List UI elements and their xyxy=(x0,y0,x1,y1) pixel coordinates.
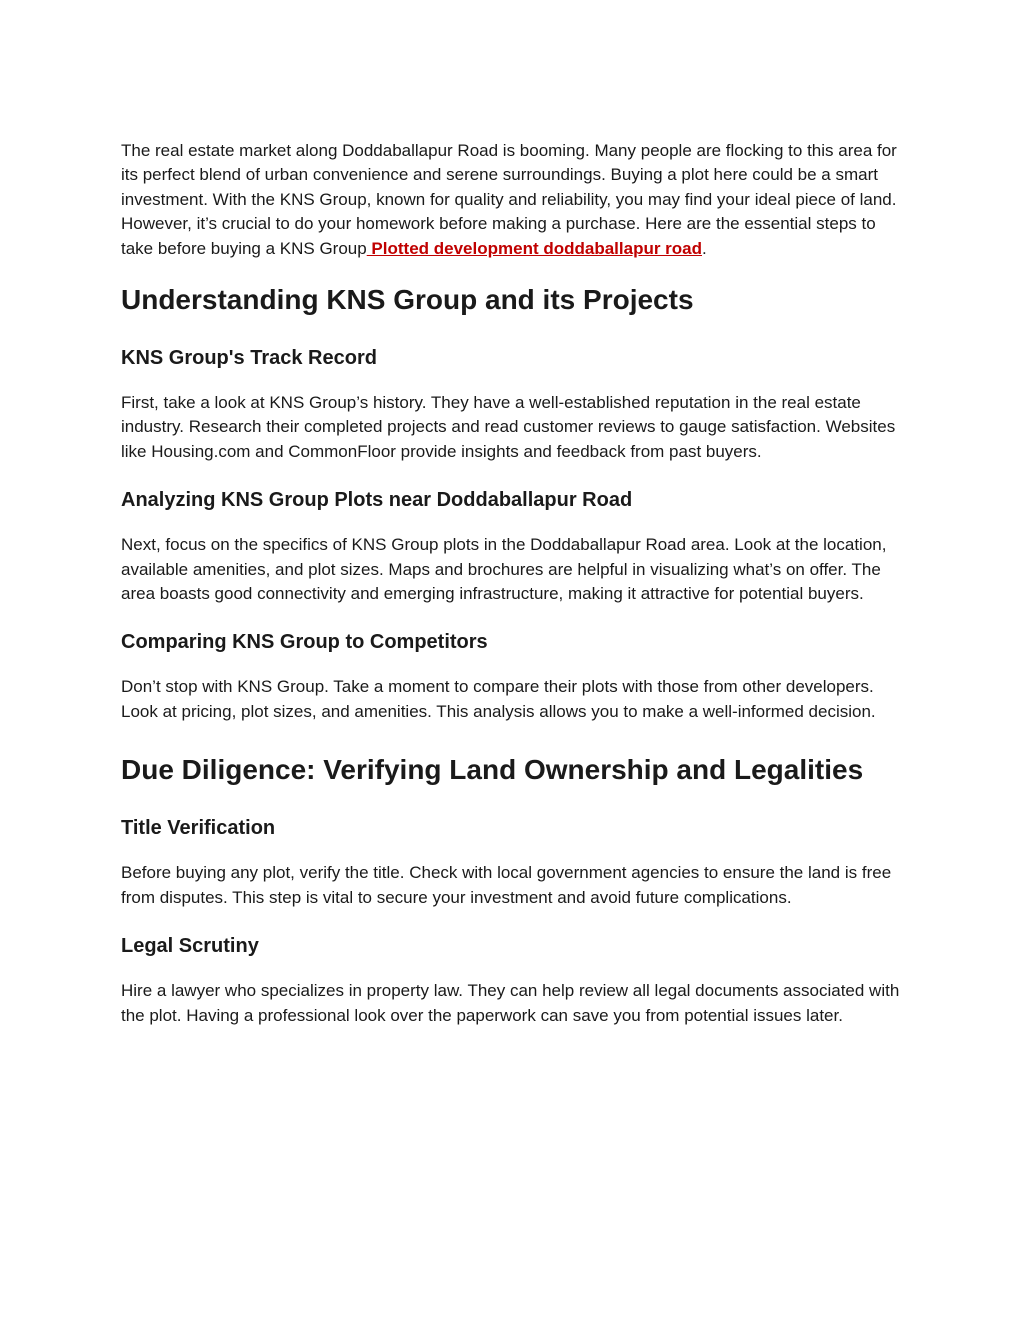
subheading-comparing: Comparing KNS Group to Competitors xyxy=(121,631,488,654)
intro-period: . xyxy=(702,238,707,258)
subheading-track-record: KNS Group's Track Record xyxy=(121,347,377,370)
comparing-paragraph: Don’t stop with KNS Group. Take a moment to compare their plots with those from other developers. Look at pricing, plot sizes, and amenities. This analysis allows you to make a well-informed decision. xyxy=(121,677,876,721)
subheading-analyzing: Analyzing KNS Group Plots near Doddaballapur Road xyxy=(121,489,633,512)
intro-text: The real estate market along Doddaballapur Road is booming. Many people are flocking to this area for its perfect blend of urban convenience and serene surroundings. Buying a plot here could be a smart investment. With the KNS Group, known for quality and reliability, you may find your ideal piece of land. However, it’s crucial to do your homework before making a purchase. Here are the essential steps to take before buying a KNS Group xyxy=(121,141,897,258)
title-verification-paragraph: Before buying any plot, verify the title. Check with local government agencies to ensure the land is free from disputes. This step is vital to secure your investment and avoid future complications. xyxy=(121,863,892,907)
analyzing-paragraph: Next, focus on the specifics of KNS Group plots in the Doddaballapur Road area. Look at the location, available amenities, and plot sizes. Maps and brochures are helpful in visualizing what’s on offer. The area boasts good connectivity and emerging infrastructure, making it attractive for potential buyers. xyxy=(121,535,887,604)
legal-scrutiny-paragraph: Hire a lawyer who specializes in property law. They can help review all legal documents associated with the plot. Having a professional look over the paperwork can save you from potential issues later. xyxy=(121,981,900,1025)
intro-paragraph xyxy=(121,139,911,261)
section-heading-due-diligence: Due Diligence: Verifying Land Ownership and Legalities xyxy=(121,754,864,786)
plotted-development-link[interactable]: Plotted development doddaballapur road xyxy=(366,238,703,258)
track-record-paragraph: First, take a look at KNS Group’s history. They have a well-established reputation in the real estate industry. Research their completed projects and read customer reviews to gauge satisfaction. Websites like Housing.com and CommonFloor provide insights and feedback from past buyers. xyxy=(121,393,896,461)
section-heading-understanding: Understanding KNS Group and its Projects xyxy=(121,284,694,316)
subheading-title-verification: Title Verification xyxy=(121,817,276,840)
subheading-legal-scrutiny: Legal Scrutiny xyxy=(121,935,259,958)
document-page xyxy=(121,139,911,1028)
